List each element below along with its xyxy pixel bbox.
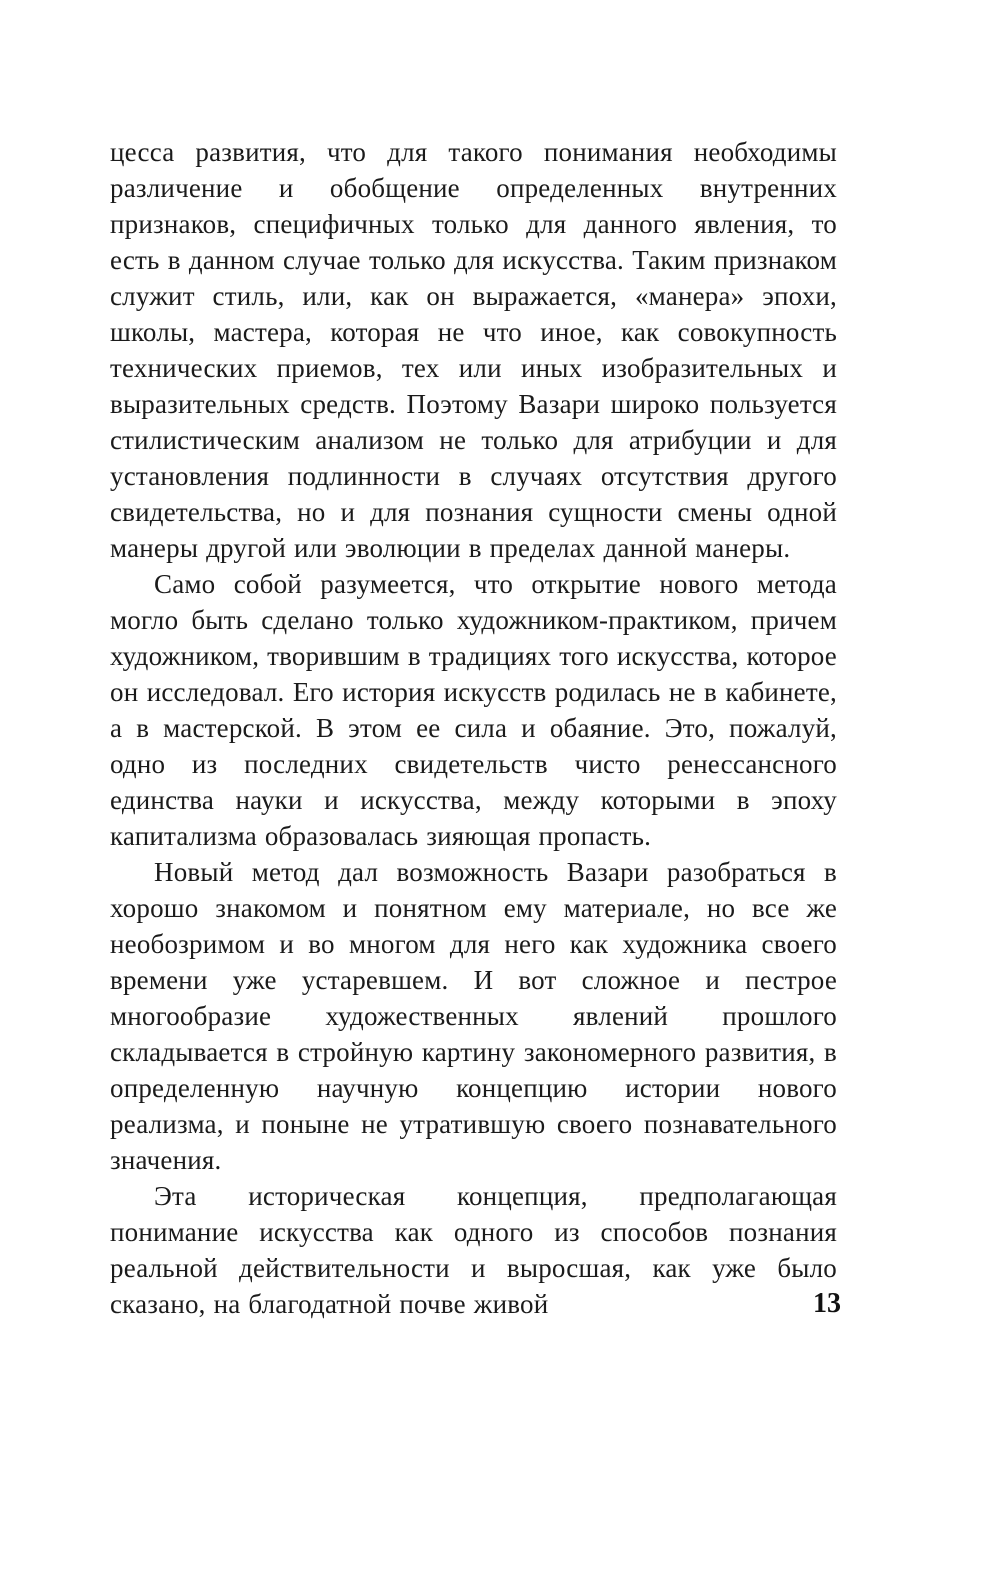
paragraph-4: Эта историческая концепция, предполагающая понимание искусства как одного из способов познания реальной действительности и выросшая, как уже было сказано, на благодатной почве живой: [110, 1181, 837, 1319]
text-block: [110, 134, 841, 1322]
paragraph-2: Само собой разумеется, что открытие нового метода могло быть сделано только художником-практиком, причем художником, творившим в традициях того искусства, которое он исследовал. Его история искусств родилась не в кабинете, а в мастерской. В этом ее сила и обаяние. Это, пожалуй, одно из последних свидетельств чисто ренессансного единства науки и искусства, между которыми в эпоху капитализма образовалась зияющая пропасть.: [110, 569, 837, 851]
paragraph-3: Новый метод дал возможность Вазари разобраться в хорошо знакомом и понятном ему материале, но все же необозримом и во многом для него как художника своего времени уже устаревшем. И вот сложное и пестрое многообразие художественных явлений прошлого складывается в стройную картину закономерного развития, в определенную научную концепцию истории нового реализма, и поныне не утратившую своего познавательного значения.: [110, 857, 837, 1175]
paragraph-1: цесса развития, что для такого понимания необходимы различение и обобщение определенных внутренних признаков, специфичных только для данного явления, то есть в данном случае только для искусства. Таким признаком служит стиль, или, как он выражается, «манера» эпохи, школы, мастера, которая не что иное, как совокупность технических приемов, тех или иных изобразительных и выразительных средств. Поэтому Вазари широко пользуется стилистическим анализом не только для атрибуции и для установления подлинности в случаях отсутствия другого свидетельства, но и для познания сущности смены одной манеры другой или эволюции в пределах данной манеры.: [110, 137, 837, 563]
page-number: 13: [813, 1288, 841, 1319]
